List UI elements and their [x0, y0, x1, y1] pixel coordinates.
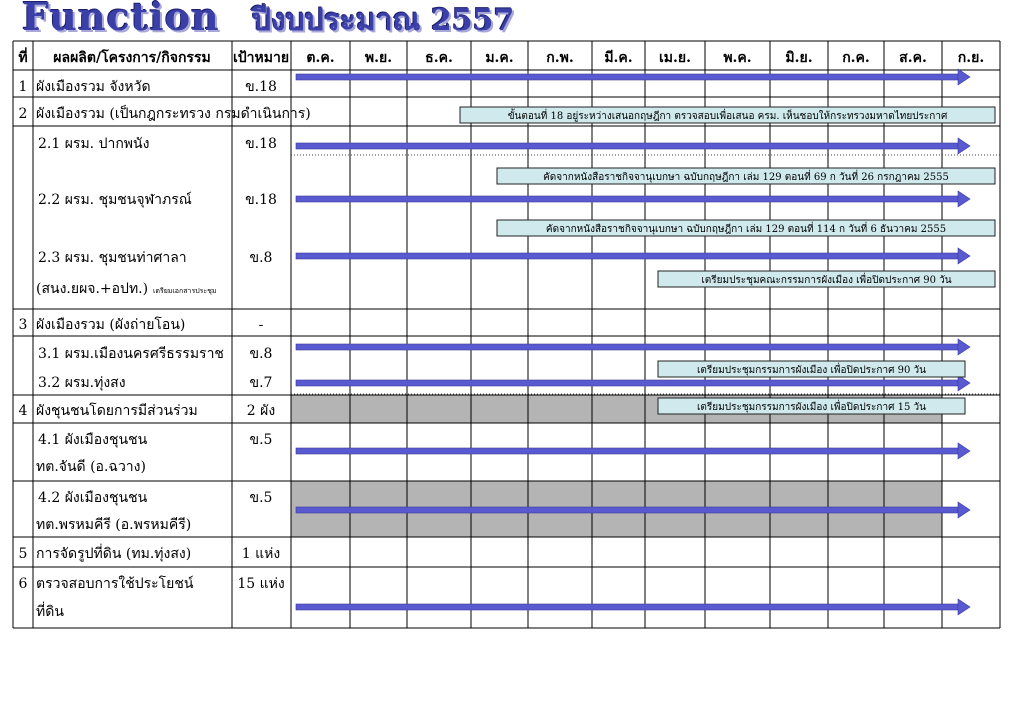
row-item-note: เตรียมเอกสารประชุม [153, 287, 217, 295]
timeline-arrow-head [958, 339, 970, 355]
header-month: เม.ย. [659, 50, 691, 66]
header-month: พ.ค. [723, 50, 752, 66]
timeline-arrow [296, 196, 958, 202]
header-month: มิ.ย. [785, 50, 813, 66]
row-item-text: ผังเมืองรวม (เป็นกฎกระทรวง กรมดำเนินการ) [36, 106, 311, 122]
row-number: 1 [18, 79, 28, 95]
row-item-text: ผังเมืองรวม จังหวัด [36, 79, 151, 95]
timeline-arrow [296, 74, 958, 80]
row-item-text: 2.3 ผรม. ชุมชนท่าศาลา [38, 250, 187, 266]
header-item: ผลผลิต/โครงการ/กิจกรรม [53, 50, 211, 66]
row-item-text: ผังเมืองรวม (ผังถ่ายโอน) [36, 317, 186, 333]
header-no: ที่ [18, 50, 28, 66]
row-number: 4 [18, 403, 28, 419]
timeline-arrow [296, 143, 958, 149]
note-callout-text: คัดจากหนังสือราชกิจจานุเบกษา ฉบับกฤษฎีกา เล่ม 129 ตอนที่ 114 ก วันที่ 6 ธันวาคม 2555 [545, 224, 947, 235]
timeline-arrow-head [958, 138, 970, 154]
row-number: 6 [18, 576, 28, 592]
row-target: ข.5 [249, 432, 273, 448]
header-target: เป้าหมาย [232, 50, 290, 66]
title-function: Function [22, 0, 220, 39]
row-item-text: ทต.จันดี (อ.ฉวาง) [36, 459, 146, 475]
timeline-arrow-head [958, 191, 970, 207]
timeline-arrow [296, 507, 958, 513]
note-callout-text: เตรียมประชุมกรรมการผังเมือง เพื่อปิดประกาศ 15 วัน [697, 402, 926, 413]
timeline-arrow-head [958, 502, 970, 518]
timeline-arrow [296, 380, 958, 386]
row-target: ข.5 [249, 490, 273, 506]
row-target: ข.8 [249, 346, 273, 362]
row-item-text: 2.1 ผรม. ปากพนัง [38, 136, 150, 152]
row-item-text: ทต.พรหมคีรี (อ.พรหมคีรี) [36, 517, 192, 533]
row-target: ข.18 [245, 192, 277, 208]
row-number: 5 [18, 546, 28, 562]
timeline-arrow-head [958, 443, 970, 459]
note-callout-text: เตรียมประชุมกรรมการผังเมือง เพื่อปิดประกาศ 90 วัน [697, 365, 926, 376]
row-item-text: (สนง.ยผจ.+อปท.) [36, 281, 149, 297]
header-month: มี.ค. [604, 50, 633, 66]
header-month: ส.ค. [899, 50, 927, 66]
row-item-text: 4.1 ผังเมืองชุนชน [38, 432, 148, 448]
row-target: ข.8 [249, 250, 273, 266]
note-callout-text: เตรียมประชุมคณะกรรมการผังเมือง เพื่อปิดประกาศ 90 วัน [701, 275, 952, 286]
title-fiscal-year: ปีงบประมาณ 2557 [252, 3, 515, 38]
row-number: 3 [18, 317, 28, 333]
timeline-arrow [296, 448, 958, 454]
row-item-text: ตรวจสอบการใช้ประโยชน์ [36, 576, 194, 592]
row-item-text: 2.2 ผรม. ชุมชนจุฬาภรณ์ [38, 192, 192, 208]
timeline-arrow-head [958, 248, 970, 264]
row-item-text: 3.2 ผรม.ทุ่งสง [38, 375, 126, 391]
timeline-arrow-head [958, 599, 970, 615]
timeline-arrow [296, 344, 958, 350]
header-month: ธ.ค. [425, 50, 453, 66]
header-month: ก.ค. [842, 50, 870, 66]
note-callout-text: ขั้นตอนที่ 18 อยู่ระหว่างเสนอกฤษฎีกา ตรวจสอบเพื่อเสนอ ครม. เห็นชอบให้กระทรวงมหาดไทยประกาศ [507, 111, 948, 122]
header-month: ม.ค. [485, 50, 514, 66]
row-target: ข.18 [245, 136, 277, 152]
header-month: ก.พ. [546, 50, 574, 66]
row-number: 2 [18, 106, 28, 122]
row-item-text: 4.2 ผังเมืองชุนชน [38, 490, 148, 506]
row-target: - [258, 317, 264, 333]
header-month: พ.ย. [364, 50, 393, 66]
row-item-text: ที่ดิน [36, 604, 64, 620]
row-item-text: การจัดรูปที่ดิน (ทม.ทุ่งสง) [36, 546, 192, 562]
row-target: ข.18 [245, 79, 277, 95]
timeline-arrow-head [958, 69, 970, 85]
header-month: ต.ค. [306, 50, 335, 66]
timeline-arrow [296, 604, 958, 610]
row-target: ข.7 [249, 375, 273, 391]
header-month: ก.ย. [957, 50, 985, 66]
row-item-text: ผังชุนชนโดยการมีส่วนร่วม [36, 403, 198, 419]
row-target: 15 แห่ง [237, 576, 285, 592]
note-callout-text: คัดจากหนังสือราชกิจจานุเบกษา ฉบับกฤษฎีกา เล่ม 129 ตอนที่ 69 ก วันที่ 26 กรกฎาคม 2555 [543, 172, 949, 183]
timeline-arrow [296, 253, 958, 259]
row-target: 1 แห่ง [241, 546, 281, 562]
row-target: 2 ผัง [246, 403, 276, 419]
row-item-text: 3.1 ผรม.เมืองนครศรีธรรมราช [38, 346, 224, 362]
